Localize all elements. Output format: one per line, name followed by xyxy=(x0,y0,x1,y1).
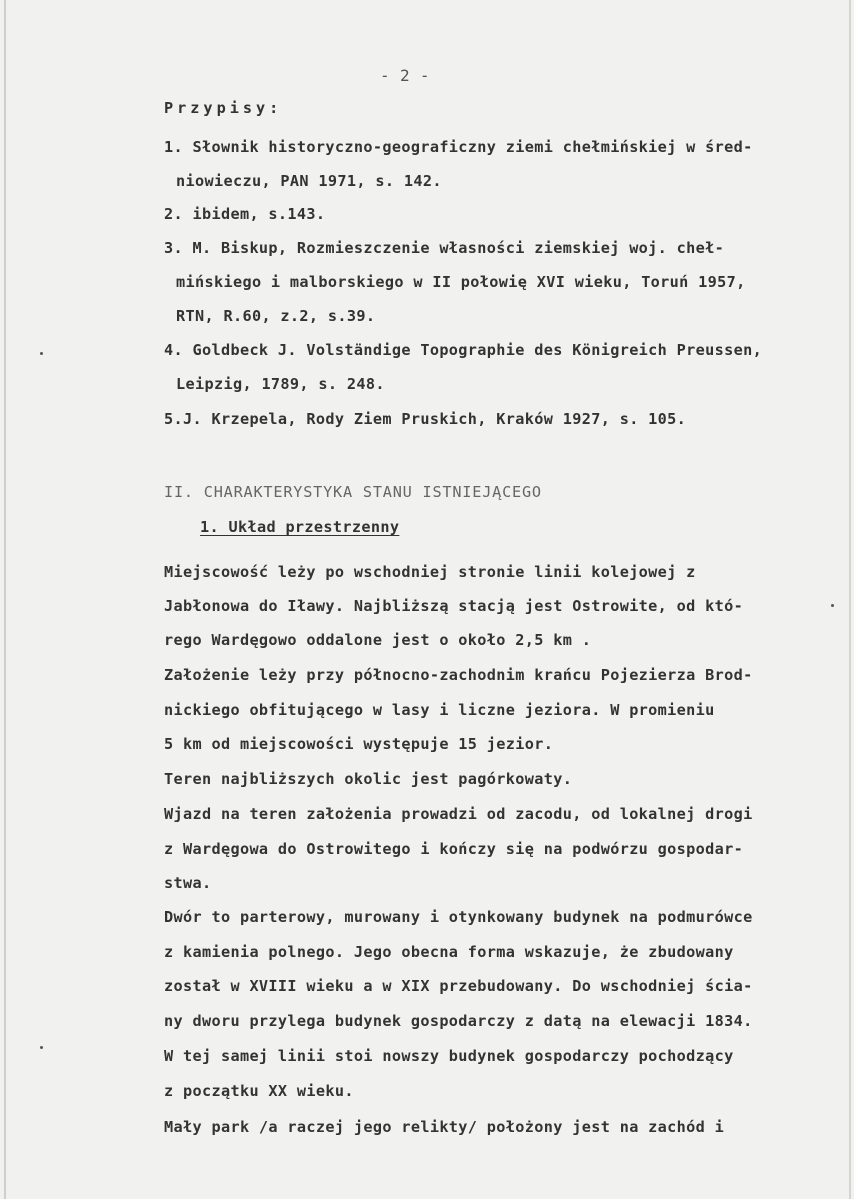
footnote-line: 1. Słownik historyczno-geograficzny ziemi chełmińskiej w śred- xyxy=(164,138,753,156)
footnote-line: RTN, R.60, z.2, s.39. xyxy=(176,307,376,325)
paper-speck xyxy=(40,1046,43,1049)
body-line: został w XVIII wieku a w XIX przebudowany. Do wschodniej ścia- xyxy=(164,977,753,995)
body-line: Dwór to parterowy, murowany i otynkowany budynek na podmurówce xyxy=(164,908,753,926)
footnote-line: mińskiego i malborskiego w II połowię XVI wieku, Toruń 1957, xyxy=(176,273,746,291)
body-line: z kamienia polnego. Jego obecna forma wskazuje, że zbudowany xyxy=(164,943,734,961)
body-line: Jabłonowa do Iławy. Najbliższą stacją jest Ostrowite, od któ- xyxy=(164,597,744,615)
body-line: 5 km od miejscowości występuje 15 jezior. xyxy=(164,735,554,753)
footnote-line: 2. ibidem, s.143. xyxy=(164,205,326,223)
paper-speck xyxy=(40,352,43,355)
body-line: Mały park /a raczej jego relikty/ położony jest na zachód i xyxy=(164,1118,725,1136)
body-line: Wjazd na teren założenia prowadzi od zacodu, od lokalnej drogi xyxy=(164,805,753,823)
body-line: Założenie leży przy północno-zachodnim krańcu Pojezierza Brod- xyxy=(164,666,753,684)
body-line: W tej samej linii stoi nowszy budynek gospodarczy pochodzący xyxy=(164,1047,734,1065)
body-line: rego Wardęgowo oddalone jest o około 2,5 km . xyxy=(164,631,592,649)
paper-edge-right xyxy=(849,0,851,1199)
footnote-line: Leipzig, 1789, s. 248. xyxy=(176,375,385,393)
body-line: z początku XX wieku. xyxy=(164,1082,354,1100)
footnote-line: niowieczu, PAN 1971, s. 142. xyxy=(176,172,442,190)
page-number: - 2 - xyxy=(380,66,430,85)
body-line: z Wardęgowa do Ostrowitego i kończy się na podwórzu gospodar- xyxy=(164,840,744,858)
body-line: ny dworu przylega budynek gospodarczy z datą na elewacji 1834. xyxy=(164,1012,753,1030)
paper-edge-left xyxy=(4,0,6,1199)
body-line: Miejscowość leży po wschodniej stronie linii kolejowej z xyxy=(164,563,696,581)
footnote-line: 3. M. Biskup, Rozmieszczenie własności ziemskiej woj. cheł- xyxy=(164,239,725,257)
footnote-line: 5.J. Krzepela, Rody Ziem Pruskich, Kraków 1927, s. 105. xyxy=(164,410,687,428)
body-line: stwa. xyxy=(164,874,212,892)
paper-speck xyxy=(831,604,834,607)
subsection-title: 1. Układ przestrzenny xyxy=(200,518,400,536)
body-line: Teren najbliższych okolic jest pagórkowaty. xyxy=(164,770,573,788)
section-title: II. CHARAKTERYSTYKA STANU ISTNIEJĄCEGO xyxy=(164,483,542,501)
footnotes-heading: Przypisy: xyxy=(164,99,283,117)
body-line: nickiego obfitującego w lasy i liczne jeziora. W promieniu xyxy=(164,701,715,719)
footnote-line: 4. Goldbeck J. Volständige Topographie des Königreich Preussen, xyxy=(164,341,763,359)
